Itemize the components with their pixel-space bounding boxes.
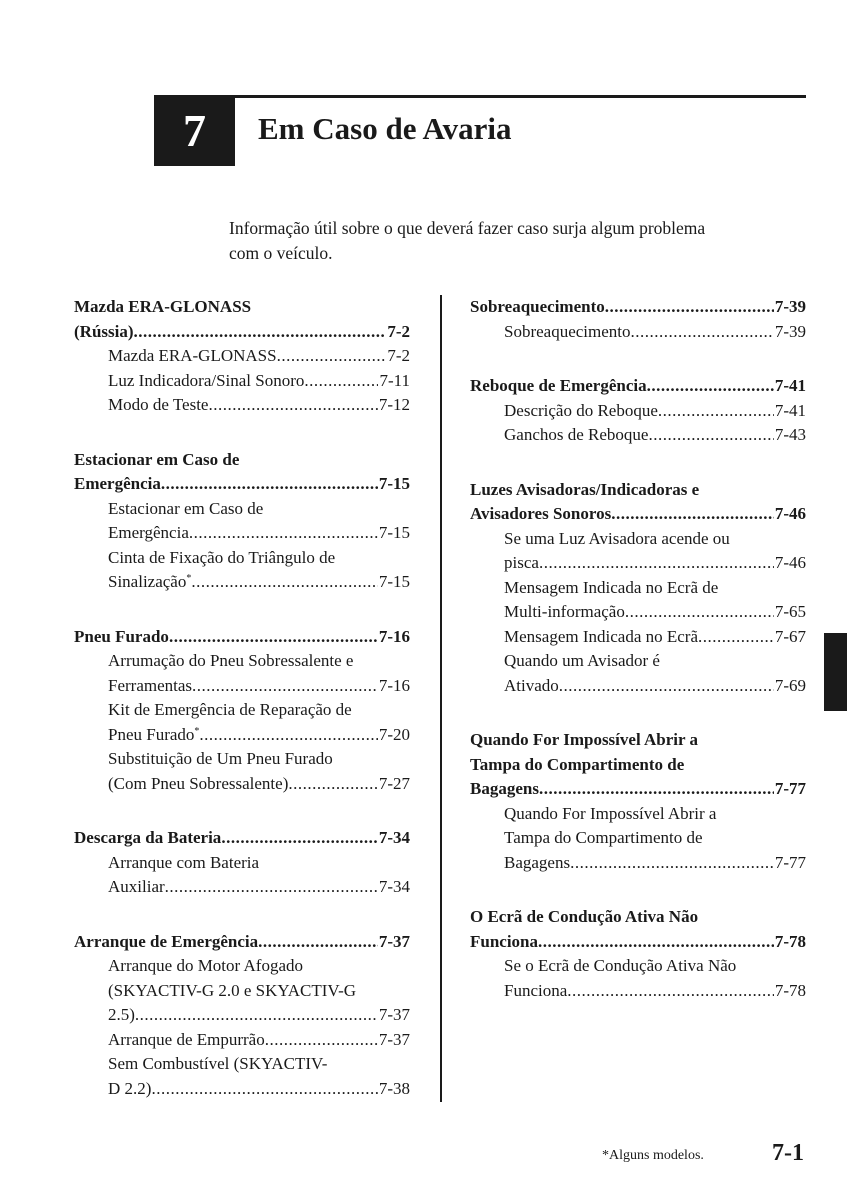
page-ref: 7-37	[378, 931, 410, 951]
toc-item-line[interactable]	[74, 393, 410, 418]
entry-title	[108, 772, 378, 797]
toc-item-line[interactable]	[470, 423, 806, 448]
toc-section	[470, 478, 806, 699]
entry-title	[74, 826, 378, 851]
toc-item-line[interactable]	[74, 954, 410, 979]
entry-text: Arranque de Emergência	[74, 931, 259, 951]
page-ref: 7-41	[774, 400, 806, 420]
entry-title	[108, 393, 378, 418]
entry-text: Arrumação do Pneu Sobressalente e	[108, 651, 354, 670]
page-ref: 7-41	[774, 376, 806, 395]
entry-text: Multi-informação	[504, 602, 625, 621]
section-heading-line[interactable]	[470, 728, 806, 753]
entry-text: Quando For Impossível Abrir a	[470, 730, 698, 749]
entry-title	[108, 1077, 378, 1102]
entry-title	[504, 551, 774, 576]
entry-title	[108, 521, 378, 546]
page-ref: 7-67	[774, 626, 806, 646]
entry-text: Luzes Avisadoras/Indicadoras e	[470, 479, 700, 499]
toc-item-line[interactable]	[470, 851, 806, 876]
chapter-side-tab	[824, 633, 847, 711]
section-heading-line[interactable]	[470, 905, 806, 930]
toc-item-line[interactable]	[470, 625, 806, 650]
section-heading-line[interactable]	[470, 502, 806, 527]
entry-text: 2.5)	[108, 1005, 135, 1024]
toc-item-line[interactable]	[470, 826, 806, 851]
section-heading-line[interactable]	[470, 777, 806, 802]
entry-title	[470, 374, 774, 399]
toc-section	[74, 448, 410, 595]
entry-title	[108, 875, 378, 900]
section-heading-line[interactable]	[74, 295, 410, 320]
entry-text: (SKYACTIV-G 2.0 e SKYACTIV-G	[108, 980, 357, 1000]
entry-title	[74, 320, 386, 345]
intro-line: com o veículo.	[229, 243, 333, 263]
toc-item-line[interactable]	[470, 674, 806, 699]
page-ref: 7-43	[774, 425, 806, 444]
entry-title	[74, 625, 378, 650]
entry-text: Funciona	[504, 980, 568, 1000]
page-ref: 7-34	[378, 828, 410, 847]
entry-text: Funciona	[470, 931, 539, 951]
entry-title	[504, 320, 774, 345]
entry-text: Reboque de Emergência	[470, 376, 647, 395]
toc-item-line[interactable]	[470, 954, 806, 979]
toc-item-line[interactable]	[470, 649, 806, 674]
entry-title	[504, 600, 774, 625]
entry-text: Cinta de Fixação do Triângulo de	[108, 547, 336, 567]
section-heading-line[interactable]	[74, 472, 410, 497]
entry-text: Bagagens	[504, 852, 571, 872]
entry-title	[504, 851, 774, 876]
entry-text: Sinalização	[108, 572, 187, 591]
page-ref: 7-77	[774, 852, 806, 872]
entry-text: O Ecrã de Condução Ativa Não	[470, 907, 699, 926]
entry-title	[108, 674, 378, 699]
entry-text: Bagagens	[470, 779, 539, 798]
toc-item-line[interactable]	[74, 649, 410, 674]
entry-text: Emergência	[74, 474, 161, 493]
page-ref: 7-77	[774, 779, 806, 798]
column-divider	[440, 295, 442, 1102]
entry-text: Se uma Luz Avisadora acende ou	[504, 528, 730, 548]
toc-item-line[interactable]	[74, 979, 410, 1004]
intro-line: Informação útil sobre o que deverá fazer caso surja algum problema	[229, 218, 706, 238]
entry-title	[470, 777, 774, 802]
footnote-marker: *	[194, 725, 200, 737]
footnote-marker: *	[186, 573, 192, 584]
entry-title	[108, 1003, 378, 1028]
section-heading-line[interactable]	[74, 448, 410, 473]
toc-item-line[interactable]	[74, 1052, 410, 1077]
entry-text: (Com Pneu Sobressalente)	[108, 773, 289, 793]
entry-text: Sobreaquecimento	[470, 297, 605, 316]
toc-item-line[interactable]	[74, 772, 410, 797]
page-ref: 7-65	[774, 602, 806, 621]
toc-item-line[interactable]	[74, 723, 410, 748]
chapter-title: Em Caso de Avaria	[258, 111, 512, 146]
page-number: 7-1	[772, 1140, 804, 1166]
toc-item-line[interactable]	[470, 399, 806, 424]
toc-item-line[interactable]	[74, 521, 410, 546]
page-ref: 7-78	[774, 931, 806, 951]
entry-text: Tampa do Compartimento de	[470, 754, 685, 774]
toc-item-line[interactable]	[470, 551, 806, 576]
toc-item-line[interactable]	[74, 369, 410, 394]
toc-item-line[interactable]	[74, 497, 410, 522]
entry-text: Ferramentas	[108, 675, 193, 695]
toc-item-line[interactable]	[470, 320, 806, 345]
toc-left-column	[74, 295, 410, 1131]
page-ref: 7-11	[379, 370, 410, 390]
entry-text: Auxiliar	[108, 877, 165, 896]
page-ref: 7-37	[378, 1029, 410, 1049]
entry-text: Ativado	[504, 675, 559, 695]
entry-text: Mensagem Indicada no Ecrã	[504, 626, 698, 646]
page-ref: 7-37	[378, 1005, 410, 1024]
toc-section	[470, 295, 806, 344]
toc-item-line[interactable]	[470, 979, 806, 1004]
page-ref: 7-34	[378, 877, 410, 896]
toc-section	[74, 930, 410, 1102]
entry-title	[504, 979, 774, 1004]
page-ref: 7-15	[378, 572, 410, 591]
section-heading-line[interactable]	[470, 930, 806, 955]
entry-title	[504, 674, 774, 699]
entry-title	[470, 930, 774, 955]
page-ref: 7-69	[774, 675, 806, 695]
entry-text: Modo de Teste	[108, 395, 209, 414]
page-ref: 7-2	[387, 321, 410, 341]
page-ref: 7-27	[378, 773, 410, 793]
toc-item-line[interactable]	[470, 576, 806, 601]
toc-section	[470, 905, 806, 1003]
footnote: *Alguns modelos.	[602, 1148, 704, 1163]
toc-item-line[interactable]	[74, 698, 410, 723]
entry-title	[108, 570, 378, 595]
section-heading-line[interactable]	[74, 625, 410, 650]
entry-text: Mazda ERA-GLONASS	[108, 346, 277, 365]
toc-item-line[interactable]	[74, 875, 410, 900]
entry-title	[74, 930, 378, 955]
chapter-intro	[229, 216, 809, 266]
entry-text: Pneu Furado	[74, 626, 169, 646]
toc-right-column	[470, 295, 806, 1033]
page-ref: 7-20	[378, 724, 410, 744]
section-heading-line[interactable]	[470, 295, 806, 320]
entry-title	[470, 502, 774, 527]
entry-text: (Rússia)	[74, 321, 134, 341]
section-heading-line[interactable]	[470, 753, 806, 778]
toc-item-line[interactable]	[74, 1028, 410, 1053]
toc-section	[470, 728, 806, 875]
entry-title	[504, 423, 774, 448]
toc-item-line[interactable]	[74, 1003, 410, 1028]
entry-text: Luz Indicadora/Sinal Sonoro	[108, 370, 305, 390]
toc-item-line[interactable]	[74, 570, 410, 595]
entry-title	[108, 1028, 378, 1053]
toc-item-line[interactable]	[74, 344, 410, 369]
section-heading-line[interactable]	[74, 826, 410, 851]
toc-item-line[interactable]	[470, 600, 806, 625]
entry-text: Quando For Impossível Abrir a	[504, 803, 717, 823]
toc-item-line[interactable]	[74, 674, 410, 699]
page-ref: 7-12	[378, 395, 410, 414]
page-ref: 7-39	[774, 297, 806, 316]
toc-item-line[interactable]	[470, 802, 806, 827]
entry-text: Pneu Furado	[108, 724, 195, 744]
entry-text: Quando um Avisador é	[504, 651, 660, 670]
chapter-number: 7	[183, 105, 206, 156]
toc-item-line[interactable]	[74, 1077, 410, 1102]
toc-item-line[interactable]	[470, 527, 806, 552]
toc-section	[470, 374, 806, 448]
entry-text: Avisadores Sonoros	[470, 504, 612, 523]
entry-title	[108, 344, 386, 369]
entry-text: Estacionar em Caso de	[74, 449, 240, 469]
section-heading-line[interactable]	[74, 930, 410, 955]
entry-text: Mazda ERA-GLONASS	[74, 297, 252, 316]
section-heading-line[interactable]	[470, 374, 806, 399]
page-ref: 7-39	[774, 321, 806, 341]
section-heading-line[interactable]	[74, 320, 410, 345]
entry-title	[504, 625, 774, 650]
entry-text: pisca	[504, 553, 539, 572]
page-ref: 7-16	[378, 675, 410, 695]
toc-section	[74, 295, 410, 418]
page-ref: 7-2	[387, 346, 410, 365]
entry-text: Se o Ecrã de Condução Ativa Não	[504, 956, 737, 975]
entry-text: Mensagem Indicada no Ecrã de	[504, 577, 719, 597]
toc-item-line[interactable]	[74, 747, 410, 772]
section-heading-line[interactable]	[470, 478, 806, 503]
entry-text: Ganchos de Reboque	[504, 425, 649, 444]
entry-text: Tampa do Compartimento de	[504, 828, 703, 847]
entry-text: Descarga da Bateria	[74, 828, 222, 847]
entry-text: Emergência	[108, 523, 189, 542]
entry-text: Substituição de Um Pneu Furado	[108, 749, 333, 768]
page-ref: 7-15	[378, 474, 410, 493]
entry-text: Arranque de Empurrão	[108, 1029, 265, 1049]
chapter-number-box	[154, 95, 235, 166]
page-ref: 7-46	[774, 553, 806, 572]
chapter-top-rule	[154, 95, 806, 98]
toc-item-line[interactable]	[74, 851, 410, 876]
entry-title	[108, 723, 378, 748]
entry-title	[74, 472, 378, 497]
page-ref: 7-16	[378, 626, 410, 646]
entry-text: Arranque do Motor Afogado	[108, 956, 303, 975]
page-ref: 7-15	[378, 523, 410, 542]
entry-text: Arranque com Bateria	[108, 852, 260, 872]
entry-title	[504, 399, 774, 424]
entry-text: Descrição do Reboque	[504, 400, 658, 420]
entry-title	[470, 295, 774, 320]
entry-text: Kit de Emergência de Reparação de	[108, 700, 352, 719]
toc-section	[74, 625, 410, 797]
entry-text: Sobreaquecimento	[504, 321, 631, 341]
toc-item-line[interactable]	[74, 546, 410, 571]
entry-text: D 2.2)	[108, 1078, 152, 1098]
entry-text: Sem Combustível (SKYACTIV-	[108, 1054, 328, 1073]
toc-section	[74, 826, 410, 900]
entry-text: Estacionar em Caso de	[108, 498, 264, 518]
page-ref: 7-46	[774, 504, 806, 523]
entry-title	[108, 369, 378, 394]
page-ref: 7-78	[774, 980, 806, 1000]
page-ref: 7-38	[378, 1078, 410, 1098]
